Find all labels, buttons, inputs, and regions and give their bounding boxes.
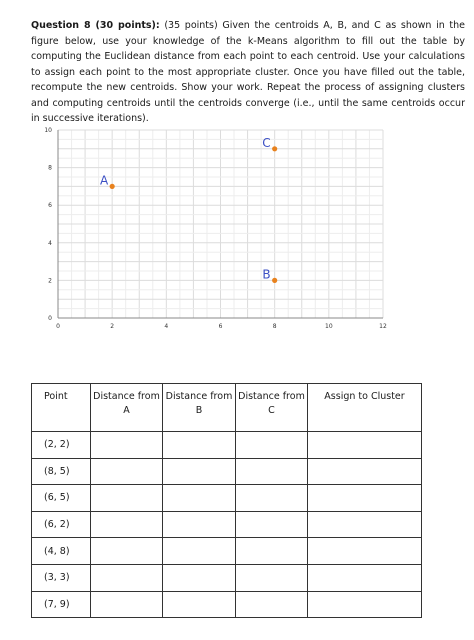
point-cell: (7, 9) — [32, 591, 91, 618]
centroid-point-b — [272, 278, 277, 283]
x-tick-label: 4 — [164, 323, 169, 330]
centroid-point-c — [272, 146, 277, 151]
question-heading: Question 8 (30 points): — [31, 20, 160, 31]
cluster-cell[interactable] — [308, 432, 422, 459]
distance-c-cell[interactable] — [236, 538, 308, 565]
cluster-cell[interactable] — [308, 591, 422, 618]
table-row — [32, 458, 422, 485]
y-tick-label: 0 — [48, 315, 52, 322]
x-tick-label: 10 — [325, 323, 333, 330]
distance-a-cell[interactable] — [91, 485, 163, 512]
centroid-point-a — [110, 184, 115, 189]
point-cell: (8, 5) — [32, 458, 91, 485]
distance-a-cell[interactable] — [91, 591, 163, 618]
distance-a-cell[interactable] — [91, 538, 163, 565]
header-point: Point — [32, 384, 91, 432]
y-tick-label: 2 — [48, 277, 52, 285]
distance-b-cell[interactable] — [163, 591, 236, 618]
centroid-label-b: B — [262, 267, 271, 282]
centroid-label-a: A — [99, 173, 109, 188]
x-tick-label: 0 — [56, 323, 60, 330]
table-row — [32, 485, 422, 512]
cluster-cell[interactable] — [308, 564, 422, 591]
y-tick-label: 10 — [44, 127, 52, 134]
table-row — [32, 432, 422, 459]
table-row — [32, 591, 422, 618]
y-tick-label: 8 — [48, 164, 52, 172]
header-assign-cluster: Assign to Cluster — [308, 384, 422, 432]
x-tick-label: 6 — [218, 323, 223, 330]
cluster-cell[interactable] — [308, 511, 422, 538]
distance-c-cell[interactable] — [236, 485, 308, 512]
distance-b-cell[interactable] — [163, 538, 236, 565]
y-tick-label: 4 — [48, 239, 52, 247]
point-cell: (6, 2) — [32, 511, 91, 538]
distance-b-cell[interactable] — [163, 485, 236, 512]
table-header-row — [32, 384, 422, 432]
point-cell: (3, 3) — [32, 564, 91, 591]
distance-b-cell[interactable] — [163, 432, 236, 459]
table-row — [32, 511, 422, 538]
centroid-label-c: C — [262, 135, 271, 150]
cluster-cell[interactable] — [308, 485, 422, 512]
distance-c-cell[interactable] — [236, 591, 308, 618]
header-distance-c: Distance from C — [236, 384, 308, 432]
x-tick-label: 12 — [379, 323, 387, 330]
distance-c-cell[interactable] — [236, 458, 308, 485]
table-row — [32, 538, 422, 565]
distance-a-cell[interactable] — [91, 432, 163, 459]
x-tick-label: 2 — [110, 323, 115, 330]
cluster-table — [31, 383, 422, 618]
cluster-cell[interactable] — [308, 458, 422, 485]
distance-c-cell[interactable] — [236, 432, 308, 459]
distance-c-cell[interactable] — [236, 511, 308, 538]
question-body: (35 points) Given the centroids A, B, and C as shown in the figure below, use your knowledge of the k-Means algorithm to fill out the table by computing the Euclidean distance from each point to each centroid. Use your calculations to assign each point to the most appropriate cluster. Once you have filled out the table, recompute the new centroids. Show your work. Repeat the process of assigning clusters and computing centroids until the centroids converge (i.e., until the same centroids occur in successive iterations). — [31, 20, 465, 124]
distance-b-cell[interactable] — [163, 564, 236, 591]
distance-b-cell[interactable] — [163, 511, 236, 538]
y-tick-label: 6 — [48, 202, 52, 210]
distance-b-cell[interactable] — [163, 458, 236, 485]
distance-c-cell[interactable] — [236, 564, 308, 591]
point-cell: (2, 2) — [32, 432, 91, 459]
distance-a-cell[interactable] — [91, 564, 163, 591]
table-row — [32, 564, 422, 591]
header-distance-a: Distance from A — [91, 384, 163, 432]
point-cell: (6, 5) — [32, 485, 91, 512]
cluster-cell[interactable] — [308, 538, 422, 565]
distance-a-cell[interactable] — [91, 458, 163, 485]
x-tick-label: 8 — [272, 323, 277, 330]
point-cell: (4, 8) — [32, 538, 91, 565]
distance-a-cell[interactable] — [91, 511, 163, 538]
header-distance-b: Distance from B — [163, 384, 236, 432]
plot-grid — [58, 130, 383, 318]
